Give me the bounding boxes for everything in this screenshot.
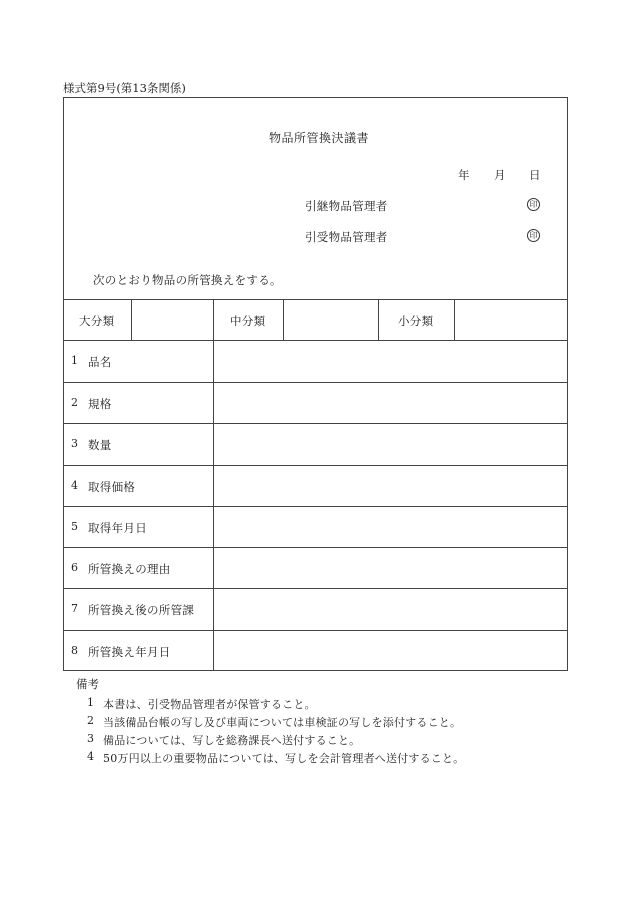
note-number: 4 bbox=[87, 750, 94, 763]
divider bbox=[64, 465, 567, 466]
acquisition-price-label: 取得価格 bbox=[88, 480, 136, 494]
medium-category-label: 中分類 bbox=[230, 314, 266, 328]
divider bbox=[64, 630, 567, 631]
note-text: 本書は、引受物品管理者が保管すること。 bbox=[103, 698, 316, 711]
divider bbox=[64, 588, 567, 589]
divider bbox=[64, 382, 567, 383]
small-category-label: 小分類 bbox=[398, 314, 434, 328]
row-number: 2 bbox=[71, 396, 78, 409]
divider bbox=[213, 299, 214, 340]
form-header bbox=[64, 98, 567, 299]
transferee-seal-mark: 印 bbox=[527, 229, 540, 242]
note-text: 50万円以上の重要物品については、写しを会計管理者へ送付すること。 bbox=[103, 752, 465, 765]
divider bbox=[213, 340, 214, 671]
note-number: 1 bbox=[87, 696, 94, 709]
divider bbox=[378, 299, 379, 340]
divider bbox=[454, 299, 455, 340]
quantity-label: 数量 bbox=[88, 438, 112, 452]
form-frame bbox=[63, 97, 568, 671]
large-category-label: 大分類 bbox=[79, 314, 115, 328]
row-number: 8 bbox=[71, 644, 78, 657]
new-department-label: 所管換え後の所管課 bbox=[88, 603, 195, 617]
transfer-date-label: 所管換え年月日 bbox=[88, 645, 171, 659]
divider bbox=[64, 547, 567, 548]
form-number-label: 様式第9号(第13条関係) bbox=[63, 81, 186, 95]
divider bbox=[131, 299, 132, 340]
specification-label: 規格 bbox=[88, 397, 112, 411]
divider bbox=[64, 506, 567, 507]
row-number: 6 bbox=[71, 561, 78, 574]
divider bbox=[64, 423, 567, 424]
divider bbox=[64, 340, 567, 341]
date-year-label: 年 bbox=[458, 168, 470, 182]
transfer-reason-label: 所管換えの理由 bbox=[88, 562, 171, 576]
note-number: 2 bbox=[87, 714, 94, 727]
transferee-manager-label: 引受物品管理者 bbox=[305, 230, 388, 244]
divider bbox=[283, 299, 284, 340]
note-text: 備品については、写しを総務課長へ送付すること。 bbox=[103, 734, 361, 747]
document-title: 物品所管換決議書 bbox=[269, 131, 370, 145]
row-number: 1 bbox=[71, 354, 78, 367]
remarks-title: 備考 bbox=[76, 677, 99, 691]
row-number: 3 bbox=[71, 437, 78, 450]
note-number: 3 bbox=[87, 732, 94, 745]
note-text: 当該備品台帳の写し及び車両については車検証の写しを添付すること。 bbox=[103, 716, 462, 729]
date-month-label: 月 bbox=[494, 168, 506, 182]
divider bbox=[64, 299, 567, 300]
instruction-text: 次のとおり物品の所管換えをする。 bbox=[93, 273, 282, 287]
row-number: 5 bbox=[71, 520, 78, 533]
transferor-seal-mark: 印 bbox=[527, 198, 540, 211]
acquisition-date-label: 取得年月日 bbox=[88, 521, 147, 535]
row-number: 7 bbox=[71, 602, 78, 615]
date-day-label: 日 bbox=[529, 168, 541, 182]
item-name-label: 品名 bbox=[88, 355, 112, 369]
row-number: 4 bbox=[71, 479, 78, 492]
transferor-manager-label: 引継物品管理者 bbox=[305, 199, 388, 213]
